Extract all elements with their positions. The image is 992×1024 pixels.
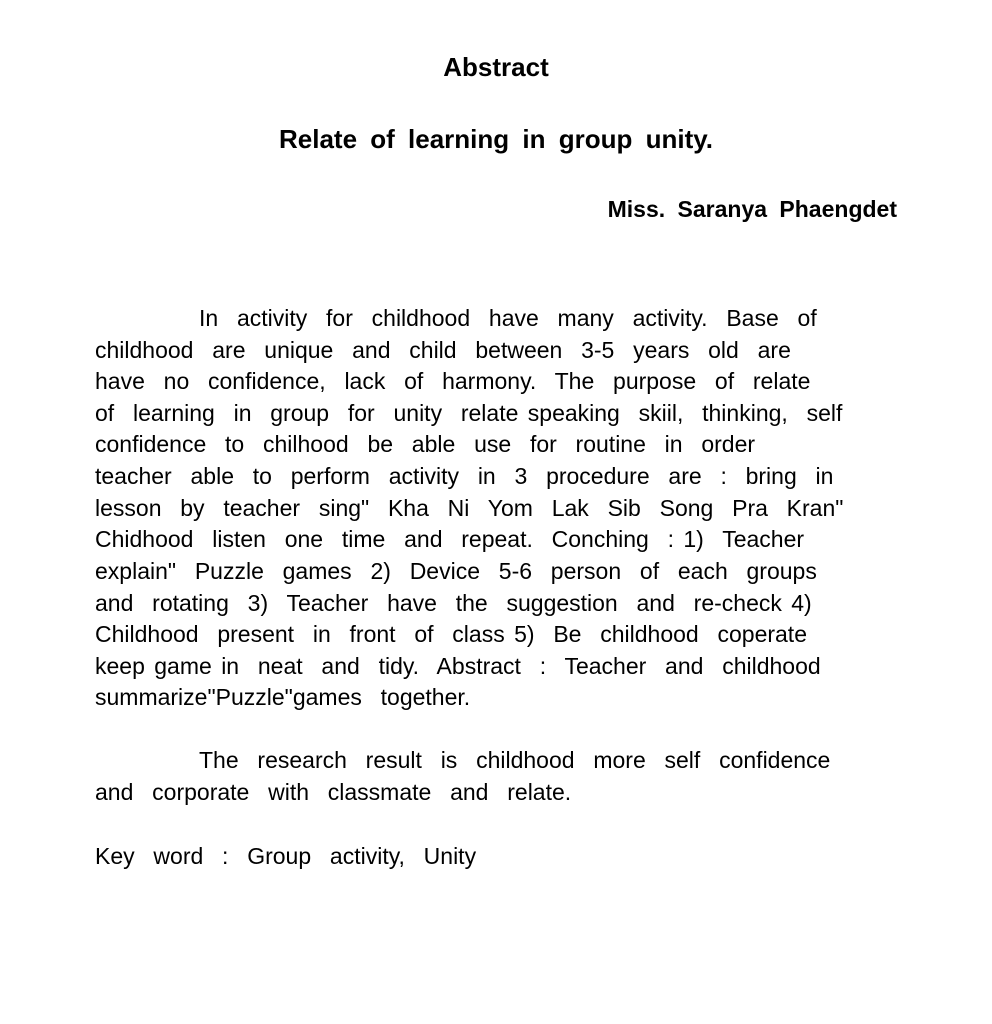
paragraph-2-line: and corporate with classmate and relate. [95, 779, 572, 805]
paragraph-2-line: The research result is childhood more self confidence [199, 747, 831, 773]
paragraph-1-line: childhood are unique and child between 3-5 years old are [95, 337, 791, 363]
paragraph-1-line: keep game in neat and tidy. Abstract : Teacher and childhood [95, 653, 821, 679]
section-heading: Abstract [443, 52, 549, 82]
paragraph-1-line: In activity for childhood have many activity. Base of [199, 305, 817, 331]
paragraph-1-line: of learning in group for unity relate speaking skiil, thinking, self [95, 400, 843, 426]
paper-title: Relate of learning in group unity. [279, 124, 713, 154]
paragraph-1-line: and rotating 3) Teacher have the suggestion and re-check 4) [95, 590, 812, 616]
keywords-line: Key word : Group activity, Unity [95, 843, 477, 869]
paragraph-1-line: explain" Puzzle games 2) Device 5-6 person of each groups [95, 558, 817, 584]
paragraph-1-line: lesson by teacher sing" Kha Ni Yom Lak Sib Song Pra Kran" [95, 495, 844, 521]
paragraph-1-line: have no confidence, lack of harmony. The purpose of relate [95, 368, 811, 394]
paragraph-1-line: Childhood present in front of class 5) Be childhood coperate [95, 621, 807, 647]
paragraph-1-line: teacher able to perform activity in 3 procedure are : bring in [95, 463, 834, 489]
paragraph-1-line: Chidhood listen one time and repeat. Conching : 1) Teacher [95, 526, 805, 552]
author-name: Miss. Saranya Phaengdet [607, 196, 897, 222]
paragraph-1-line: summarize"Puzzle"games together. [95, 684, 471, 710]
paragraph-1-line: confidence to chilhood be able use for routine in order [95, 431, 756, 457]
